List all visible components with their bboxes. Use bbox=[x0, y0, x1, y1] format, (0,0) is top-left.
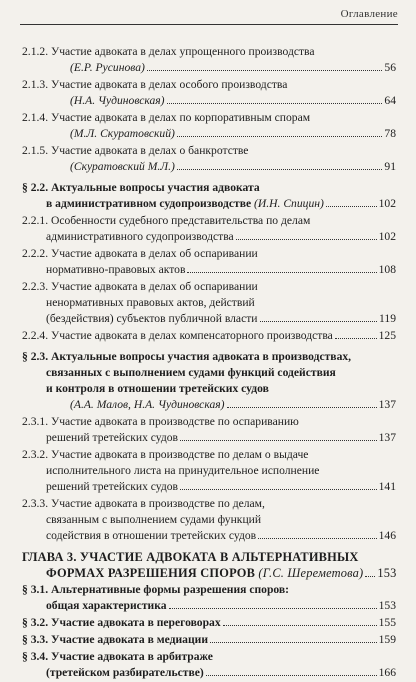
dot-leader bbox=[167, 103, 383, 104]
dot-leader bbox=[260, 321, 378, 322]
toc-entry-last-line bbox=[22, 598, 396, 614]
toc-entry-line: ГЛАВА 3. УЧАСТИЕ АДВОКАТА В АЛЬТЕРНАТИВНЫХ bbox=[22, 550, 359, 564]
toc-entry-last-line bbox=[22, 159, 396, 175]
toc-entry bbox=[22, 44, 396, 76]
toc-entry bbox=[22, 279, 396, 327]
toc-entry bbox=[22, 143, 396, 175]
toc-entry bbox=[22, 549, 396, 581]
toc-entry-last-line bbox=[22, 328, 396, 344]
toc-entry-last-line bbox=[22, 229, 396, 245]
toc-entry-author: (Скуратовский М.Л.) bbox=[70, 160, 175, 173]
toc-entry-title bbox=[46, 528, 256, 544]
toc-entry-line: 2.3.3. Участие адвоката в производстве по делам, bbox=[22, 497, 265, 510]
toc-entry-line: 2.1.3. Участие адвоката в делах особого производства bbox=[22, 78, 288, 91]
dot-leader bbox=[169, 608, 377, 609]
toc-entry-line: § 3.1. Альтернативные формы разрешения споров: bbox=[22, 583, 290, 596]
toc-entry-line: связанным с выполнением судами функций bbox=[46, 513, 262, 526]
dot-leader bbox=[177, 136, 383, 137]
toc-entry-title bbox=[70, 397, 225, 413]
toc-entry-line: и контроля в отношении третейских судов bbox=[46, 382, 269, 395]
dot-leader bbox=[177, 169, 383, 170]
toc-entry-last-line bbox=[22, 632, 396, 648]
toc-entry bbox=[22, 632, 396, 648]
page-number: 155 bbox=[378, 616, 396, 629]
page-number: 125 bbox=[378, 329, 396, 342]
page-number: 166 bbox=[378, 666, 396, 679]
toc-entry-title bbox=[46, 196, 324, 212]
toc-entry bbox=[22, 447, 396, 495]
toc-entry-last-line bbox=[22, 93, 396, 109]
toc-entry-line: ненормативных правовых актов, действий bbox=[46, 296, 255, 309]
page-number: 102 bbox=[378, 197, 396, 210]
toc-entry-last-line bbox=[22, 528, 396, 544]
toc-entry-text: нормативно-правовых актов bbox=[46, 263, 186, 276]
toc-entry-title bbox=[46, 311, 258, 327]
toc-entry bbox=[22, 77, 396, 109]
dot-leader bbox=[187, 272, 376, 273]
header-rule bbox=[20, 24, 398, 25]
toc-entry-text: 2.2.4. Участие адвоката в делах компенсаторного производства bbox=[22, 329, 333, 342]
toc-entry-text: общая характеристика bbox=[46, 599, 167, 612]
toc-entry-author: (М.Л. Скуратовский) bbox=[70, 127, 175, 140]
toc-entry-line: § 3.4. Участие адвоката в арбитраже bbox=[22, 650, 213, 663]
toc-entry-last-line bbox=[22, 565, 396, 581]
toc-entry-author: (Н.А. Чудиновская) bbox=[70, 94, 165, 107]
toc-entry-text: (третейском разбирательстве) bbox=[46, 666, 204, 679]
toc-entry-title bbox=[46, 598, 167, 614]
toc-entry-title bbox=[46, 565, 363, 581]
page-number: 141 bbox=[378, 480, 396, 493]
toc-entry bbox=[22, 180, 396, 212]
dot-leader bbox=[335, 338, 377, 339]
toc-entry-title bbox=[70, 159, 175, 175]
page-number: 119 bbox=[379, 312, 396, 325]
page-number: 102 bbox=[378, 230, 396, 243]
toc-entry-last-line bbox=[22, 665, 396, 681]
toc-entry-title bbox=[46, 229, 234, 245]
toc-entry-line: 2.3.2. Участие адвоката в производстве по делам о выдаче bbox=[22, 448, 309, 461]
toc-entry bbox=[22, 496, 396, 544]
dot-leader bbox=[147, 70, 383, 71]
toc-entry-text: § 3.2. Участие адвоката в переговорах bbox=[22, 616, 221, 629]
toc-entry-title bbox=[22, 328, 333, 344]
dot-leader bbox=[223, 625, 377, 626]
toc-entry bbox=[22, 615, 396, 631]
toc-entry-author: (И.Н. Спицин) bbox=[254, 197, 324, 210]
toc-entry-last-line bbox=[22, 196, 396, 212]
toc-entry bbox=[22, 246, 396, 278]
toc-entry-title bbox=[70, 93, 165, 109]
toc-entry-text: ФОРМАХ РАЗРЕШЕНИЯ СПОРОВ bbox=[46, 566, 259, 580]
page-number: 137 bbox=[378, 398, 396, 411]
dot-leader bbox=[180, 440, 377, 441]
dot-leader bbox=[210, 642, 377, 643]
toc-entry-line: 2.2.2. Участие адвоката в делах об оспаривании bbox=[22, 247, 258, 260]
toc-entry-last-line bbox=[22, 126, 396, 142]
page-number: 91 bbox=[384, 160, 396, 173]
toc-entry-author: (Г.С. Шереметова) bbox=[258, 566, 364, 580]
toc-entry-title bbox=[46, 430, 178, 446]
page-number: 108 bbox=[378, 263, 396, 276]
dot-leader bbox=[227, 407, 377, 408]
toc-entry-text: решений третейских судов bbox=[46, 431, 179, 444]
toc-entry bbox=[22, 349, 396, 413]
toc-entry bbox=[22, 582, 396, 614]
toc-entry bbox=[22, 414, 396, 446]
page-number: 159 bbox=[378, 633, 396, 646]
running-title: Оглавление bbox=[340, 8, 398, 20]
toc-entry-line: 2.2.1. Особенности судебного представительства по делам bbox=[22, 214, 311, 227]
toc-entry-text: § 3.3. Участие адвоката в медиации bbox=[22, 633, 208, 646]
toc-entry-last-line bbox=[22, 479, 396, 495]
toc-entry bbox=[22, 110, 396, 142]
toc-entry-title bbox=[70, 126, 175, 142]
toc-entry-title bbox=[70, 60, 145, 76]
toc-entry-line: 2.1.4. Участие адвоката в делах по корпоративным спорам bbox=[22, 111, 311, 124]
toc-entry-line: исполнительного листа на принудительное исполнение bbox=[46, 464, 320, 477]
toc-entry-last-line bbox=[22, 262, 396, 278]
toc-entry-line: § 2.3. Актуальные вопросы участия адвоката в производствах, bbox=[22, 350, 352, 363]
toc-entry-line: § 2.2. Актуальные вопросы участия адвоката bbox=[22, 181, 260, 194]
toc-entry-title bbox=[22, 632, 208, 648]
toc-entry-text: в административном судопроизводстве bbox=[46, 197, 255, 210]
dot-leader bbox=[180, 489, 377, 490]
toc-entry-last-line bbox=[22, 60, 396, 76]
page-number: 146 bbox=[378, 529, 396, 542]
toc-entry-line: 2.1.5. Участие адвоката в делах о банкротстве bbox=[22, 144, 249, 157]
toc-entry bbox=[22, 213, 396, 245]
page-number: 56 bbox=[384, 61, 396, 74]
table-of-contents bbox=[22, 44, 396, 682]
toc-entry-title bbox=[46, 479, 178, 495]
dot-leader bbox=[236, 239, 377, 240]
toc-entry bbox=[22, 649, 396, 681]
toc-entry-last-line bbox=[22, 311, 396, 327]
toc-entry-line: 2.3.1. Участие адвоката в производстве по оспариванию bbox=[22, 415, 299, 428]
toc-entry-title bbox=[22, 615, 221, 631]
dot-leader bbox=[365, 576, 375, 577]
toc-entry-line: 2.1.2. Участие адвоката в делах упрощенного производства bbox=[22, 45, 315, 58]
toc-entry-title bbox=[46, 665, 204, 681]
toc-entry-title bbox=[46, 262, 185, 278]
toc-entry-text: содействия в отношении третейских судов bbox=[46, 529, 257, 542]
page-number: 153 bbox=[377, 566, 397, 580]
toc-entry-last-line bbox=[22, 397, 396, 413]
dot-leader bbox=[326, 206, 377, 207]
toc-entry-author: (А.А. Малов, Н.А. Чудиновская) bbox=[70, 398, 225, 411]
page-number: 64 bbox=[384, 94, 396, 107]
toc-entry-text: административного судопроизводства bbox=[46, 230, 234, 243]
page-number: 78 bbox=[384, 127, 396, 140]
page-number: 153 bbox=[378, 599, 396, 612]
dot-leader bbox=[206, 675, 377, 676]
toc-entry-author: (Е.Р. Русинова) bbox=[70, 61, 145, 74]
toc-entry-line: 2.2.3. Участие адвоката в делах об оспаривании bbox=[22, 280, 258, 293]
toc-entry-last-line bbox=[22, 430, 396, 446]
toc-entry-last-line bbox=[22, 615, 396, 631]
toc-entry-text: (бездействия) субъектов публичной власти bbox=[46, 312, 258, 325]
toc-entry-line: связанных с выполнением судами функций содействия bbox=[46, 366, 336, 379]
page-number: 137 bbox=[378, 431, 396, 444]
dot-leader bbox=[258, 538, 376, 539]
toc-entry bbox=[22, 328, 396, 344]
toc-entry-text: решений третейских судов bbox=[46, 480, 179, 493]
